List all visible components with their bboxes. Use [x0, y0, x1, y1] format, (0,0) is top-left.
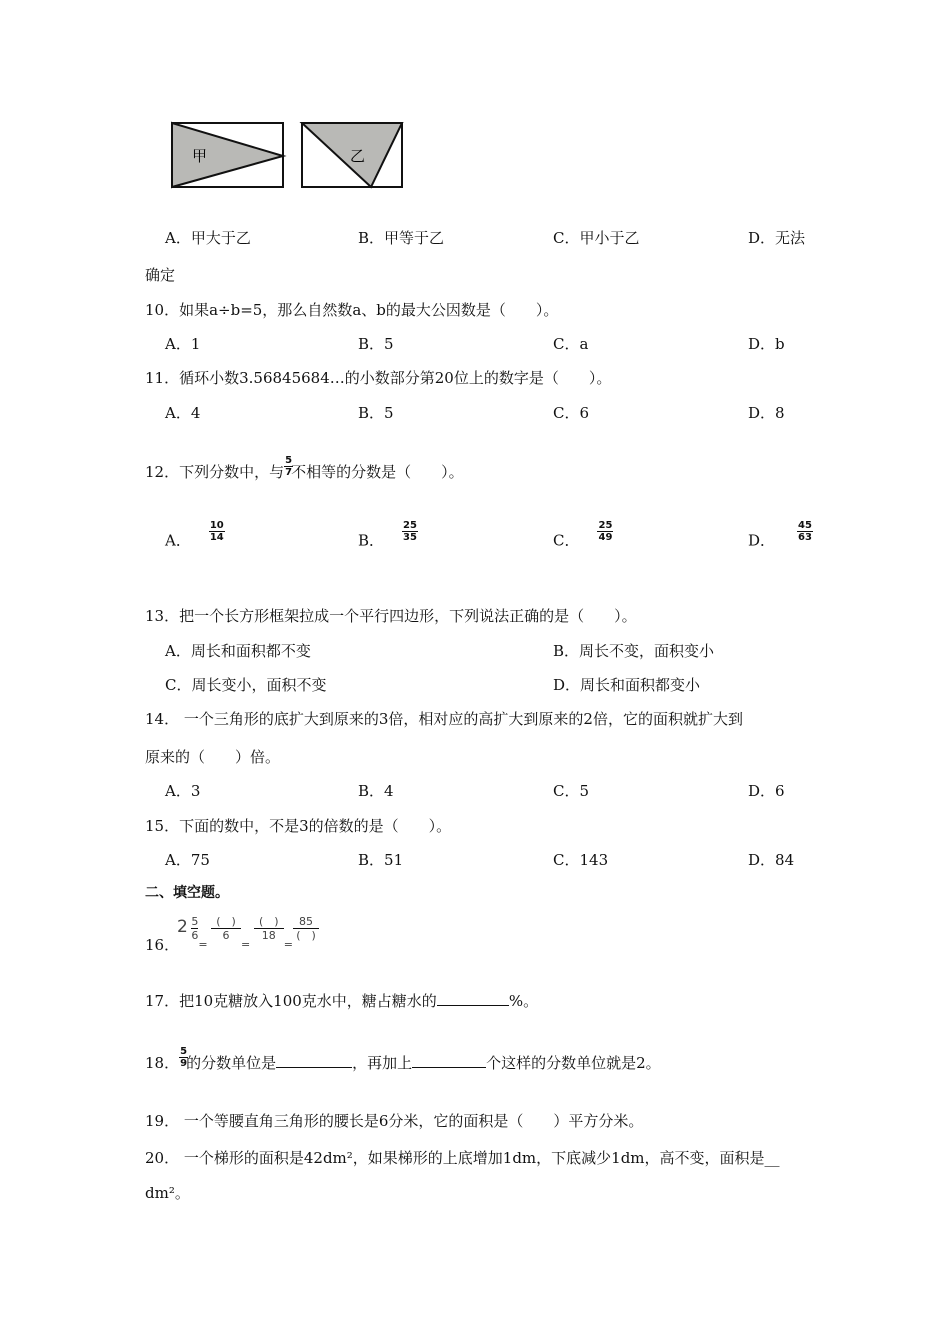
question-20-cont: dm²。: [145, 1184, 190, 1202]
fraction: $\frac{5}{7}$: [285, 455, 293, 478]
question-13: 13．把一个长方形框架拉成一个平行四边形，下列说法正确的是（ ）。: [145, 607, 637, 625]
option: C．143: [553, 851, 609, 869]
question-16-number: 16．: [145, 936, 180, 954]
answer-blank[interactable]: [276, 1053, 352, 1068]
option: A．3: [165, 782, 201, 800]
question-14: 14． 一个三角形的底扩大到原来的3倍，相对应的高扩大到原来的2倍，它的面积就扩大到: [145, 710, 743, 728]
option-wrap: 确定: [145, 266, 176, 284]
option: A．1: [165, 335, 201, 353]
question-18: 18． $\frac{5}{9}$ 的分数单位是 ，再加上 个这样的分数单位就是2。: [145, 1046, 661, 1072]
option: A．周长和面积都不变: [165, 642, 311, 660]
question-14-cont: 原来的（ ）倍。: [145, 748, 281, 766]
option: D． $\frac{45}{63}$: [748, 520, 812, 550]
option: B．5: [358, 404, 394, 422]
question-19: 19． 一个等腰直角三角形的腰长是6分米，它的面积是（ ）平方分米。: [145, 1112, 644, 1130]
triangle-figures: [170, 121, 406, 191]
option: C．周长变小，面积不变: [165, 676, 327, 694]
option: B．4: [358, 782, 394, 800]
section-heading: 二、填空题。: [145, 885, 229, 901]
option: D．84: [748, 851, 795, 869]
option: C．6: [553, 404, 590, 422]
option: D．周长和面积都变小: [553, 676, 701, 694]
question-11: 11．循环小数3.56845684…的小数部分第20位上的数字是（ ）。: [145, 369, 612, 387]
option: B． $\frac{25}{35}$: [358, 520, 417, 550]
option: B．51: [358, 851, 404, 869]
fraction: $\frac{5}{9}$: [180, 1046, 188, 1069]
question-12: [145, 455, 464, 482]
option: A．甲大于乙: [165, 229, 251, 247]
question-10: 10．如果a÷b=5，那么自然数a、b的最大公因数是（ ）。: [145, 301, 559, 319]
option: C． $\frac{25}{49}$: [553, 520, 613, 550]
option: A．75: [165, 851, 210, 869]
option: D．8: [748, 404, 785, 422]
option: C．甲小于乙: [553, 229, 640, 247]
option: B．周长不变，面积变小: [553, 642, 715, 660]
question-17: 17．把10克糖放入100克水中，糖占糖水的 %。: [145, 992, 539, 1010]
q12-pre: 12．下列分数中，与: [145, 463, 285, 481]
option: A． $\frac{10}{14}$: [165, 520, 224, 550]
question-16-equation: 2 $\frac{5}{6}$ = ( ) 6 = ( ) 18 = 85 ( ): [177, 915, 319, 949]
answer-blank[interactable]: [437, 991, 509, 1006]
option: D．6: [748, 782, 785, 800]
option: B．甲等于乙: [358, 229, 445, 247]
q12-post: 不相等的分数是（ ）。: [291, 463, 464, 481]
label-jia: 甲: [192, 147, 208, 165]
option: A．4: [165, 404, 201, 422]
answer-blank[interactable]: [412, 1053, 486, 1068]
label-yi: 乙: [350, 147, 366, 165]
option: C．5: [553, 782, 590, 800]
option: D．无法: [748, 229, 806, 247]
option: D．b: [748, 335, 785, 353]
question-15: 15．下面的数中，不是3的倍数的是（ ）。: [145, 817, 452, 835]
question-20: 20． 一个梯形的面积是42dm²，如果梯形的上底增加1dm，下底减少1dm，高不变，面积是__: [145, 1149, 780, 1167]
option: C．a: [553, 335, 589, 353]
option: B．5: [358, 335, 394, 353]
